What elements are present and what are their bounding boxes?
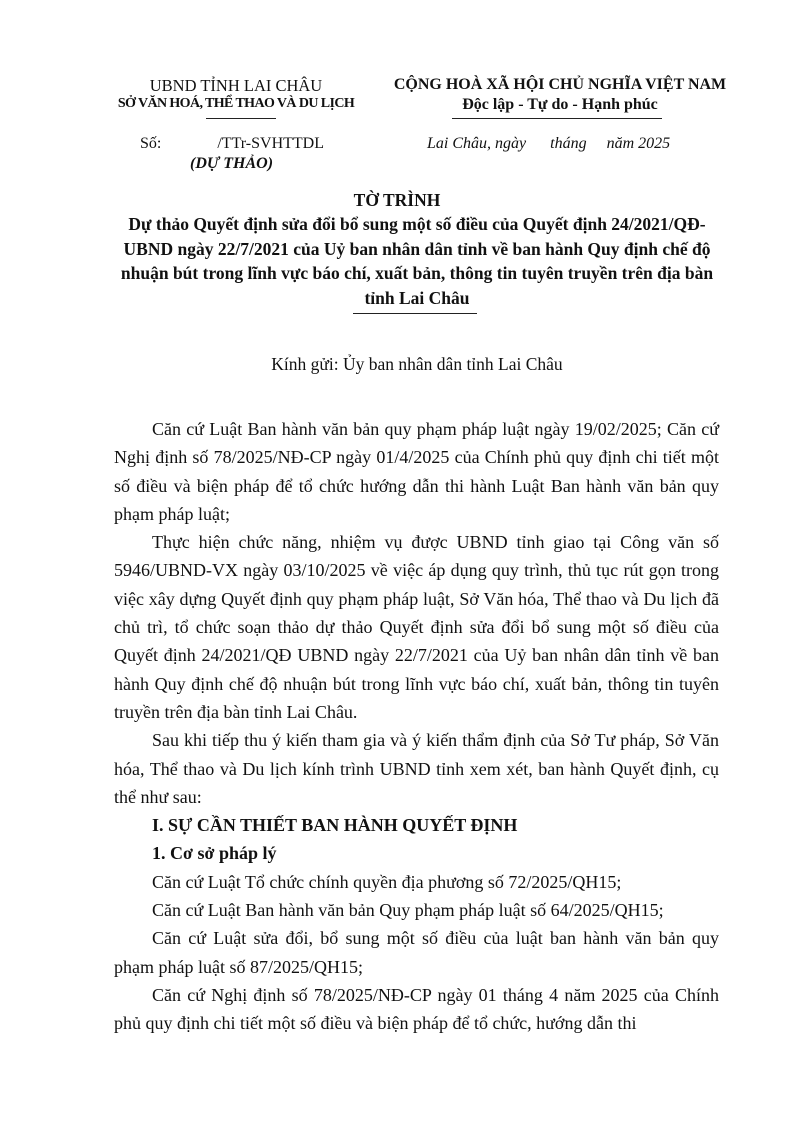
document-subtitle: Dự thảo Quyết định sửa đổi bổ sung một số điều của Quyết định 24/2021/QĐ-UBND ngày 22/7/2021 của Uỷ ban nhân dân tỉnh về ban hành Quy định chế độ nhuận bút trong lĩnh vực báo chí, xuất bản, thông tin tuyên truyền trên địa bàn tỉnh Lai Châu	[120, 214, 714, 308]
paragraph: Căn cứ Luật Ban hành văn bản quy phạm pháp luật ngày 19/02/2025; Căn cứ Nghị định số 78/2025/NĐ-CP ngày 01/4/2025 của Chính phủ quy định chi tiết một số điều và biện pháp để tổ chức hướng dẫn thi hành Luật Ban hành văn bản quy phạm pháp luật;	[114, 419, 719, 524]
document-number	[140, 135, 324, 153]
legal-basis-item: Căn cứ Luật sửa đổi, bổ sung một số điều của luật ban hành văn bản quy phạm pháp luật số 87/2025/QH15;	[114, 928, 719, 977]
number-label: Số:	[140, 135, 162, 152]
document-title: TỜ TRÌNH	[353, 190, 441, 210]
draft-label: (DỰ THẢO)	[190, 155, 274, 172]
national-title: CỘNG HOÀ XÃ HỘI CHỦ NGHĨA VIỆT NAM	[393, 76, 727, 93]
recipient-line: Kính gửi: Ủy ban nhân dân tỉnh Lai Châu	[271, 354, 563, 374]
national-motto: Độc lập - Tự do - Hạnh phúc	[462, 96, 658, 113]
section-heading: I. SỰ CẦN THIẾT BAN HÀNH QUYẾT ĐỊNH	[152, 815, 518, 836]
number-value: /TTr-SVHTTDL	[217, 135, 324, 152]
legal-basis-item: Căn cứ Luật Ban hành văn bản Quy phạm pháp luật số 64/2025/QH15;	[152, 900, 664, 921]
agency-underline	[206, 118, 276, 119]
subsection-heading: 1. Cơ sở pháp lý	[152, 843, 277, 864]
title-underline	[353, 313, 477, 314]
paragraph: Sau khi tiếp thu ý kiến tham gia và ý kiến thẩm định của Sở Tư pháp, Sở Văn hóa, Thể thao và Du lịch kính trình UBND tỉnh xem xét, ban hành Quyết định, cụ thể như sau:	[114, 730, 719, 807]
legal-basis-item: Căn cứ Nghị định số 78/2025/NĐ-CP ngày 01 tháng 4 năm 2025 của Chính phủ quy định chi tiết một số điều và biện pháp để tổ chức, hướng dẫn thi	[114, 984, 719, 1034]
document-body	[114, 415, 719, 1038]
date-line: Lai Châu, ngày tháng năm 2025	[427, 135, 671, 152]
agency-parent: UBND TỈNH LAI CHÂU	[149, 76, 323, 95]
legal-basis-item: Căn cứ Luật Tổ chức chính quyền địa phương số 72/2025/QH15;	[152, 871, 622, 892]
agency-name: SỞ VĂN HOÁ, THỂ THAO VÀ DU LỊCH	[117, 96, 355, 111]
motto-underline	[452, 118, 662, 119]
paragraph: Thực hiện chức năng, nhiệm vụ được UBND tỉnh giao tại Công văn số 5946/UBND-VX ngày 03/10/2025 về việc áp dụng quy trình, thủ tục rút gọn trong việc xây dựng Quyết định quy phạm pháp luật, Sở Văn hóa, Thể thao và Du lịch đã chủ trì, tổ chức soạn thảo dự thảo Quyết định sửa đổi bổ sung một số điều của Quyết định 24/2021/QĐ UBND ngày 22/7/2021 của Uỷ ban nhân dân tỉnh về ban hành Quy định chế độ nhuận bút trong lĩnh vực báo chí, xuất bản, thông tin tuyên truyền trên địa bàn tỉnh Lai Châu.	[114, 532, 719, 722]
